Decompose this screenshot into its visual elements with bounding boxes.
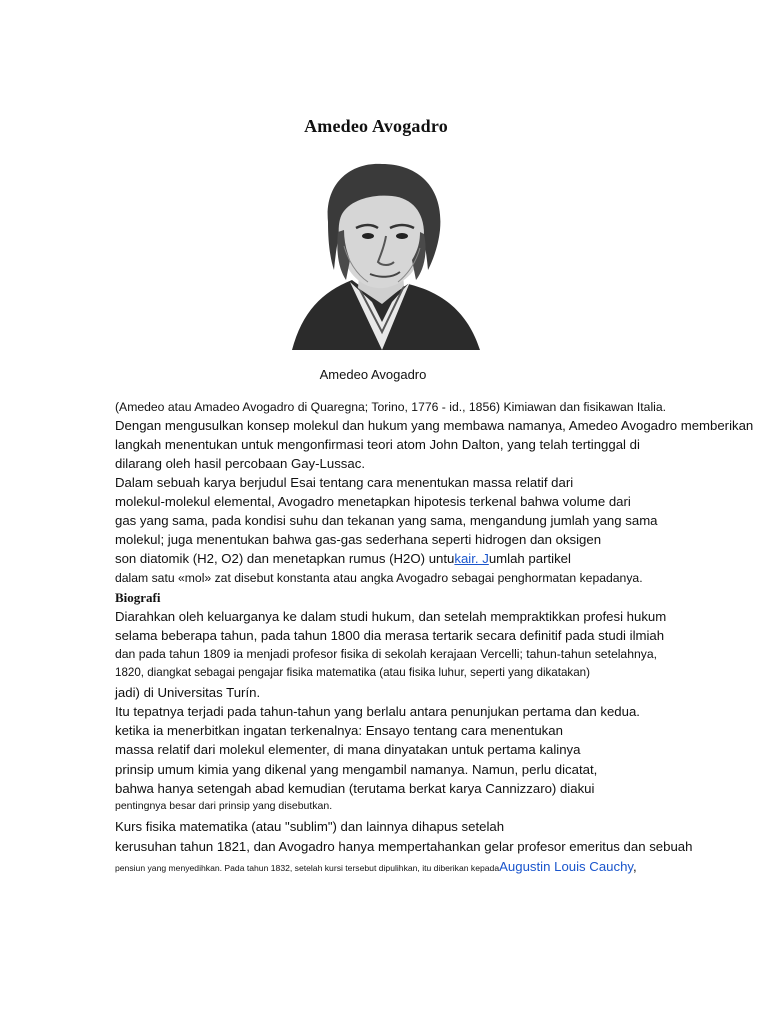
text-line: massa relatif dari molekul elementer, di mana dinyatakan untuk pertama kalinya: [115, 742, 581, 757]
text-line: dalam satu «mol» zat disebut konstanta atau angka Avogadro sebagai penghormatan kepadanya.: [115, 571, 643, 585]
text-line: selama beberapa tahun, pada tahun 1800 dia merasa tertarik secara definitif pada studi ilmiah: [115, 628, 665, 643]
text-line: dilarang oleh hasil percobaan Gay-Lussac.: [115, 456, 365, 471]
text-line: Itu tepatnya terjadi pada tahun-tahun yang berlalu antara penunjukan pertama dan kedua.: [115, 704, 640, 719]
text-line: (Amedeo atau Amadeo Avogadro di Quaregna; Torino, 1776 - id., 1856) Kimiawan dan fisikawan Italia.: [115, 400, 667, 414]
text-segment: pensiun yang menyedihkan. Pada tahun 1832, setelah kursi tersebut dipulihkan, itu diberikan kepada: [115, 863, 500, 873]
text-line: [115, 551, 571, 566]
portrait-image: [232, 152, 544, 350]
text-line: kerusuhan tahun 1821, dan Avogadro hanya mempertahankan gelar profesor emeritus dan sebuah: [115, 839, 693, 854]
text-line: ketika ia menerbitkan ingatan terkenalnya: Ensayo tentang cara menentukan: [115, 723, 563, 738]
text-line: dan pada tahun 1809 ia menjadi profesor fisika di sekolah kerajaan Vercelli; tahun-tahun setelahnya,: [115, 647, 658, 661]
text-line: prinsip umum kimia yang dikenal yang mengambil namanya. Namun, perlu dicatat,: [115, 762, 598, 777]
portrait-illustration: [292, 164, 480, 350]
text-line: Diarahkan oleh keluarganya ke dalam studi hukum, dan setelah mempraktikkan profesi hukum: [115, 609, 667, 624]
text-segment: son diatomik (H2, O2) dan menetapkan rumus (H2O) untu: [115, 551, 455, 566]
inline-link[interactable]: Augustin Louis Cauchy: [499, 859, 634, 874]
text-line: Dalam sebuah karya berjudul Esai tentang cara menentukan massa relatif dari: [115, 475, 574, 490]
text-line: gas yang sama, pada kondisi suhu dan tekanan yang sama, mengandung jumlah yang sama: [115, 513, 658, 528]
section-heading: Biografi: [115, 590, 161, 605]
text-line: molekul; juga menentukan bahwa gas-gas sederhana seperti hidrogen dan oksigen: [115, 532, 602, 547]
inline-link[interactable]: kair. J: [454, 551, 489, 566]
text-line: pentingnya besar dari prinsip yang disebutkan.: [115, 800, 333, 812]
text-line: molekul-molekul elemental, Avogadro menetapkan hipotesis terkenal bahwa volume dari: [115, 494, 631, 509]
text-line: Dengan mengusulkan konsep molekul dan hukum yang membawa namanya, Amedeo Avogadro memberikan: [115, 418, 754, 433]
text-line: [115, 859, 637, 874]
document-title: Amedeo Avogadro: [304, 116, 448, 136]
text-line: bahwa hanya setengah abad kemudian (terutama berkat karya Cannizzaro) diakui: [115, 781, 595, 796]
text-line: Kurs fisika matematika (atau "sublim") dan lainnya dihapus setelah: [115, 819, 505, 834]
text-segment: ,: [633, 859, 637, 874]
text-line: jadi) di Universitas Turín.: [115, 685, 261, 700]
text-line: 1820, diangkat sebagai pengajar fisika matematika (atau fisika luhur, seperti yang dikatakan): [115, 666, 590, 679]
text-line: langkah menentukan untuk mengonfirmasi teori atom John Dalton, yang telah tertinggal di: [115, 437, 640, 452]
text-segment: umlah partikel: [488, 551, 571, 566]
portrait-caption: Amedeo Avogadro: [319, 367, 427, 382]
